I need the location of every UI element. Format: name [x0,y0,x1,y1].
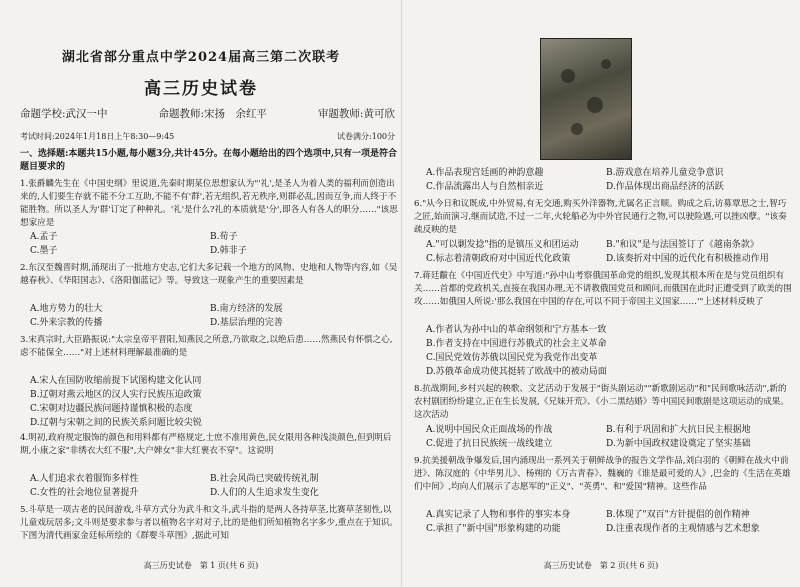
full-marks: 试卷满分:100分 [337,132,395,141]
option: B.南方经济的发展 [210,304,283,314]
question-2-options [30,302,390,330]
page-footer: 高三历史试卷 第 1 页(共 6 页) [143,561,259,570]
school-label: 命题学校:武汉一中 [20,108,108,120]
option: B.体现了"双百"方针提倡的创作精神 [606,510,750,520]
option: C.促进了抗日民族统一战线建立 [426,439,553,449]
option: A.地方势力的壮大 [30,304,103,314]
question-4: 4.明初,政府规定服饰的颜色和用料都有严格规定,士庶不准用黄色,民女限用各种浅淡颜色,但到明后期,小康之家"非绣衣大红不服",大户婢女"非大红裹衣不穿"。这说明 [20,433,392,456]
teachers-label: 命题教师:宋扬 余红平 [158,108,268,120]
children-grass-game-painting [540,38,632,160]
option: A.孟子 [30,232,58,242]
option: C.墨子 [30,246,58,256]
section-instructions: 一、选择题:本题共15小题,每小题3分,共计45分。在每小题给出的四个选项中,只有一项是符合题目要求的 [20,149,398,172]
question-8: 8.抗战期间,乡村兴起的秧歌、文艺活动于发展于"街头剧运动""新歌剧运动"和"民间歌咏活动",新的农村剧团纷纷建立,正在生长发展,《兄妹开荒》、《小二黑结婚》等中国民间歌剧是这项运动的成果。这次活动 [414,384,789,420]
exam-header: 湖北省部分重点中学2024届高三第二次联考 [61,50,341,65]
option: C.女性的社会地位显著提升 [30,488,139,498]
question-8-options [426,423,786,451]
option: D.作品体现出商品经济的活跃 [606,182,724,192]
question-7: 7.蒋廷黻在《中国近代史》中写道:"孙中山考察俄国革命党的组织,发现其根本所在是与党员组织有关……首都的党政机关,直接在我国办理,无不请教俄国党员和顾问,而俄国在此时正遭受到了欧美的围攻……如俄国人所说:'那么我国在中国的存在,可以不同于帝国主义国家……'"上述材料反映了 [414,271,792,307]
option: A."可以剿发捻"指的是镇压义和团运动 [426,240,579,250]
question-1: 1.张爵麟先生在《中国史纲》里说道,先秦时期某位思想家认为"'礼',是圣人为着人类的福利而创造出来的,人们要生存就不能不分工互助,不能不有'群',若无组织,若无秩序,则群必乱,因而互争,而人终于不能胜物。所以圣人为'群'订定了种种礼。'礼'是什么?礼的本质就是'分',即各人有各人的职分……"该思想家应是 [20,179,398,228]
question-6-options [426,238,786,266]
option: D.韩非子 [210,246,247,256]
option: A.说明中国民众正面战场的作战 [426,425,553,435]
question-5: 5.斗草是一项古老的民间游戏,斗草方式分为武斗和文斗,武斗指的是两人各持草茎,比赛草茎韧性,以儿童戏玩居多;文斗则是要求参与者以植物名字对对子,比的是他们所知植物名字多少,重点在于知识。下图为清代画家金廷标所绘的《群婴斗草图》,据此可知 [20,505,398,541]
option: A.宋人在国防收缩前提下试图构建文化认同 [30,376,202,386]
question-7-options [426,323,786,379]
option: B.有利于巩固和扩大抗日民主根据地 [606,425,751,435]
reviewer-label: 审题教师:黄可欣 [317,108,395,120]
option: A.作者认为孙中山的革命纲领和宁方基本一致 [426,325,607,335]
question-4-options [30,472,390,500]
painting-figure [561,69,575,83]
option: D.该奏折对中国的近代化有积极推动作用 [606,254,769,264]
question-2: 2.东汉至魏晋时期,涌现出了一批地方史志,它们大多记载一个地方的风物、史地和人物等内容,如《吴越春秋》、《华阳国志》、《洛阳伽蓝记》等。导致这一现象产生的重要因素是 [20,263,398,286]
question-9-options [426,508,786,536]
painting-figure [571,123,583,135]
exam-time-row [20,131,395,142]
question-3: 3.宋真宗时,大臣路振说:"太宗皇帝平晋阳,知燕民之所意,乃欲取之,以绝后患……然燕民有怀惧之心,虑不能保全……"对上述材料理解最准确的是 [20,335,393,358]
exam-time: 考试时间:2024年1月18日上午8:30—9:45 [20,132,175,141]
option: B.社会风尚已突破传统礼制 [210,474,319,484]
option: B."和议"是与法国签订了《越南条款》 [606,240,759,250]
option: C.国民党效仿苏俄以国民党为我党作出变革 [426,353,598,363]
option: D.人们的人生追求发生变化 [210,488,319,498]
painting-figure [587,97,603,113]
question-3-options [30,374,390,430]
question-6: 6."从今日和议既成,中外贸易,有无交通,购买外洋器物,尤属名正言顺。购成之后,访募覃思之士,智巧之匠,始而演习,继而试造,不过一二年,火轮船必为中外官民通行之物,可以驶险遇,可以挫凶孽。"该奏疏反映的是 [414,199,787,235]
option: D.苏俄革命成功使其挺转了欧战中的被动局面 [426,367,607,377]
question-5-options [426,166,786,194]
option: D.为新中国政权建设奠定了坚实基础 [606,439,751,449]
option: B.作者支持在中国进行苏俄式的社会主义革命 [426,339,607,349]
exam-page-2 [402,0,800,587]
option: A.人们追求衣着服饰多样性 [30,474,139,484]
option: C.承担了"新中国"形象构建的功能 [426,524,561,534]
option: C.外来宗教的传播 [30,318,103,328]
option: C.标志着清朝政府对中国近代化政策 [426,254,571,264]
question-1-options [30,230,390,258]
option: B.辽朝对燕云地区的汉人实行民族压迫政策 [30,390,202,400]
option: C.作品流露出人与自然相亲近 [426,182,544,192]
option: A.真实记录了人物和事件的事实本身 [426,510,571,520]
option: D.注重表现作者的主观情感与艺术想象 [606,524,760,534]
exam-meta [20,106,395,121]
painting-figure [601,59,611,69]
option: D.辽朝与宋朝之间的民族关系问题比较尖锐 [30,418,202,428]
page-footer: 高三历史试卷 第 2 页(共 6 页) [543,561,659,570]
option: C.宋朝对边疆民族问题持谨慎积极的态度 [30,404,193,414]
option: B.游戏意在培养儿童竞争意识 [606,168,724,178]
option: A.作品表现宫廷画的神韵意趣 [426,168,544,178]
option: D.基层治理的完善 [210,318,283,328]
question-9: 9.抗美援朝战争爆发后,国内涌现出一系列关于朝鲜战争的报告文学作品,刘白羽的《朝鲜在战火中前进》、陈汉庭的《中华男儿》、杨朔的《万古青春》、魏巍的《谁是最可爱的人》,巴金的《生活在英雄们中间》,均向人们展示了志愿军的"正义"、"英勇"、和"爱国"精神。这些作品 [414,456,791,492]
option: B.荀子 [210,232,238,242]
exam-title: 高三历史试卷 [144,79,258,99]
